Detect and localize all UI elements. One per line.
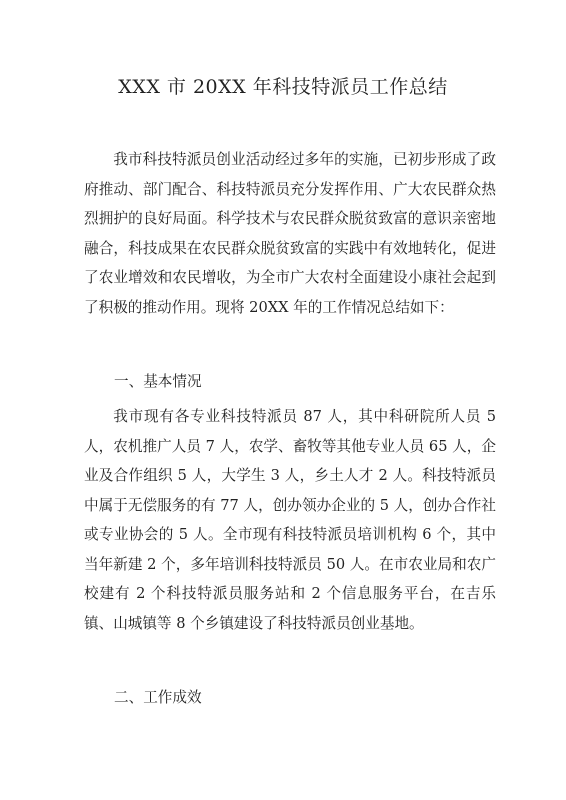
document-title: XXX 市 20XX 年科技特派员工作总结: [118, 76, 448, 98]
basic-situation-paragraph: 我市现有各专业科技特派员 87 人，其中科研院所人员 5 人，农机推广人员 7 人，农学、畜牧等其他专业人员 65 人，企业及合作组织 5 人，大学生 3 人，乡土人才 2 人。科技特派员中属于无偿服务的有 77 人，创办领办企业的 5 人，创办合作社或专业协会的 5 人。全市现有科技特派员培训机构 6 个，其中当年新建 2 个，多年培训科技特派员 50 人。在市农业局和农广校建有 2 个科技特派员服务站和 2 个信息服务平台，在吉乐镇、山城镇等 8 个乡镇建设了科技特派员创业基地。: [84, 408, 496, 632]
intro-paragraph: 我市科技特派员创业活动经过多年的实施，已初步形成了政府推动、部门配合、科技特派员充分发挥作用、广大农民群众热烈拥护的良好局面。科学技术与农民群众脱贫致富的意识亲密地融合，科技成果在农民群众脱贫致富的实践中有效地转化，促进了农业增效和农民增收，为全市广大农村全面建设小康社会起到了积极的推动作用。现将 20XX 年的工作情况总结如下：: [84, 151, 496, 316]
section-heading-work-results: 二、工作成效: [114, 689, 202, 706]
section-heading-basic-situation: 一、基本情况: [114, 373, 202, 390]
